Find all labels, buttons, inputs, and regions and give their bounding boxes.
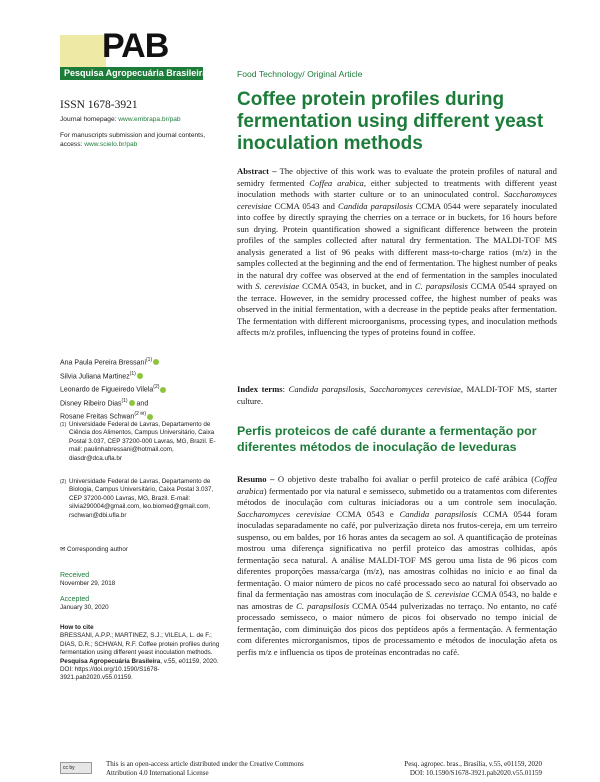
abstract-species: Coffea arabica <box>309 177 364 188</box>
affiliation-text: Universidade Federal de Lavras, Departamento de Biologia, Campus Universitário, Caixa Postal 3.037, CEP 37200-000 Lavras, MG, Brazil. E-mail: silvia290004@gmail.com, leo.biomed@gmail.com, rschwan@dbi.ufla.br <box>69 478 214 519</box>
resumo-text: ) fermentado por via natural e semisseco, submetido ou a tratamentos com diferentes métodos de inoculação com culturas iniciadoras ou a um controle sem inoculação. <box>237 485 557 507</box>
how-to-cite <box>60 624 220 683</box>
index-term: Saccharomyces cerevisiae <box>369 384 461 394</box>
affiliation <box>60 478 220 520</box>
how-to-cite-text: BRESSANI, A.P.P.; MARTINEZ, S.J.; VILELA, L. de F.; DIAS, D.R.; SCHWAN, R.F. Coffee protein profiles during fermentation using different yeast inoculation methods. <box>60 632 220 657</box>
author-name: Disney Ribeiro Dias <box>60 399 122 407</box>
resumo <box>237 474 557 658</box>
accepted-block <box>60 596 220 613</box>
index-terms <box>237 384 557 407</box>
resumo-species: Saccharomyces cerevisiae <box>237 508 331 519</box>
resumo-label: Resumo – <box>237 474 275 484</box>
how-to-cite-doi[interactable]: , v.55, e01159, 2020. DOI: https://doi.org/10.1590/S1678-3921.pab2020.v55.01159. <box>60 657 219 682</box>
resumo-text: CCMA 0543, no balde e nas amostras de <box>237 589 558 611</box>
abstract-text: , either subjected to treatments with different yeast inoculation methods with starter culture or to an uninoculated control. <box>237 177 557 199</box>
accepted-label: Accepted <box>60 596 90 603</box>
author-name: Ana Paula Pereira Bressani <box>60 359 146 367</box>
author-affiliation-marker: (1) <box>129 370 136 377</box>
author-name: Rosane Freitas Schwan <box>60 413 135 421</box>
journal-homepage-label: Journal homepage: <box>60 116 119 123</box>
abstract-species: S. cerevisiae <box>255 281 300 291</box>
orcid-icon[interactable] <box>147 414 153 420</box>
author <box>60 382 220 396</box>
author-list <box>60 355 220 423</box>
abstract-text: CCMA 0544 sprayed on the terrace. However, in the semidry processed coffee, the highest number of peaks was observed in the initial fermentation, with a decrease in the peptide peaks after fermentation. The fermentation with different microorganisms, processing types, and inoculation methods affects m/z profiles, influencing the types of proteins found in coffee. <box>237 281 557 337</box>
index-terms-rest: , MALDI-TOF MS, starter culture. <box>237 384 558 406</box>
received-block <box>60 572 220 589</box>
accepted-date: January 30, 2020 <box>60 604 109 612</box>
author-conjunction: and <box>134 399 149 407</box>
section-label: Food Technology/ Original Article <box>237 69 363 79</box>
journal-logo <box>60 27 210 83</box>
article-title: Coffee protein profiles during fermentation using different yeast inoculation methods <box>237 89 544 154</box>
abstract-text: The objective of this work was to evaluate the protein profiles of natural and semidry fermented <box>237 166 557 188</box>
index-terms-separator: , <box>363 384 370 394</box>
abstract-species: Candida parapsilosis <box>337 200 413 211</box>
submission-info <box>60 131 220 149</box>
resumo-species: C. parapsilosis <box>296 600 350 611</box>
resumo-text: CCMA 0543 e <box>330 508 400 519</box>
how-to-cite-label: How to cite <box>60 624 94 631</box>
journal-homepage-link[interactable]: www.embrapa.br/pab <box>118 116 181 123</box>
author <box>60 355 220 369</box>
cc-label: cc by <box>63 765 75 771</box>
author-name: Leonardo de Figueiredo Vilela <box>60 386 154 394</box>
affiliation <box>60 421 220 463</box>
abstract-text: CCMA 0544 were separately inoculated into coffee by directly spraying the cherries on a terrace or in buckets, for 16 hours before sun drying. Protein quantification showed a significant difference between the protein profiles of the samples collected after natural dry fermentation. The MALDI-TOF MS analysis generated a list of 96 peaks with different mass-to-charge ratios (m/z) in the samples collected at the beginning and the end of fermentation. The highest number of peaks in the natural dry coffee was observed at the end of fermentation in the samples inoculated with <box>237 200 558 291</box>
resumo-species: Candida parapsilosis <box>399 508 478 519</box>
resumo-species: Coffea arabica <box>237 474 558 496</box>
resumo-text: CCMA 0544 pulverizadas no terraço. No entanto, no café processado semisseco, o maior número de picos foi observado no tempo inicial de fermentação, com diminuição dos picos dos peptídeos após a fermentação. A fermentação com diferentes microrganismos, tipos de processamento e métodos de inoculação afeta os perfis m/z e influencia os tipos de proteínas encontradas no café. <box>237 600 557 657</box>
orcid-icon[interactable] <box>137 373 143 379</box>
submission-label: For manuscripts submission and journal contents, access: <box>60 132 206 148</box>
journal-homepage <box>60 115 220 124</box>
abstract-label: Abstract – <box>237 166 277 176</box>
resumo-text: O objetivo deste trabalho foi avaliar o perfil proteico de café arábica ( <box>274 474 535 484</box>
page-citation <box>404 760 542 778</box>
received-label: Received <box>60 572 90 579</box>
author-affiliation-marker: (1) <box>146 357 153 363</box>
issn: ISSN 1678-3921 <box>60 99 138 111</box>
abstract-species: C. parapsilosis <box>414 281 468 291</box>
author-affiliation-marker: (2) <box>153 384 160 391</box>
author <box>60 396 220 410</box>
author <box>60 369 220 383</box>
received-date: November 29, 2018 <box>60 580 116 588</box>
abstract-text: CCMA 0543, in bucket, and in <box>299 281 415 291</box>
author-affiliation-marker: (2 ✉) <box>134 411 147 418</box>
index-terms-label: Index terms <box>237 384 283 394</box>
resumo-species: S. cerevisiae <box>425 589 470 599</box>
affiliation-number: (2) <box>60 479 67 485</box>
orcid-icon[interactable] <box>153 359 159 365</box>
abstract-species: Saccharomyces cerevisiae <box>237 189 557 211</box>
license-text: This is an open-access article distributed under the Creative Commons Attribution 4.0 International License <box>106 760 304 777</box>
submission-link[interactable]: www.scielo.br/pab <box>84 141 138 148</box>
orcid-icon[interactable] <box>160 387 166 393</box>
resumo-text: CCMA 0544 foram inoculadas separadamente no café, por pulverização direta nos frutos-cereja, em um terreiro suspenso, ou em baldes, por 16 horas antes da secagem ao sol. A quantificação de proteínas mostrou uma diferença significativa no perfil proteico das amostras colhidas, após fermentação seca natural. A análise MALDI-TOF MS gerou uma lista de 96 picos com diferentes proporções massa/carga (m/z), nas amostras colhidas no início e ao final da fermentação. O maior número de picos no café processado seco ao natural foi observado ao final da fermentação nas amostras com inoculação de <box>237 508 557 599</box>
portuguese-title: Perfis proteicos de café durante a fermentação por diferentes métodos de inoculação de leveduras <box>237 424 537 454</box>
how-to-cite-journal: Pesquisa Agropecuária Brasileira <box>60 657 161 665</box>
affiliation-text: Universidade Federal de Lavras, Departamento de Ciência dos Alimentos, Campus Universitário, Caixa Postal 3.037, CEP 37200-000 Lavras, MG, Brazil. E-mail: paulinhabressani@hotmail.com, diasdr@dca.ufla.br <box>69 421 216 462</box>
abstract-text: CCMA 0543 and <box>271 200 338 211</box>
author-name: Silvia Juliana Martinez <box>60 372 130 380</box>
citation-line: Pesq. agropec. bras., Brasília, v.55, e01159, 2020 <box>404 760 542 768</box>
author-affiliation-marker: (1) <box>121 397 128 404</box>
logo-subtitle: Pesquisa Agropecuária Brasileira <box>64 68 208 78</box>
abstract <box>237 166 557 339</box>
cc-license-icon[interactable] <box>60 762 92 774</box>
affiliation-number: (1) <box>60 422 67 428</box>
logo-text: PAB <box>102 27 169 65</box>
doi-line[interactable]: DOI: 10.1590/S1678-3921.pab2020.v55.01159 <box>409 769 542 777</box>
index-terms-separator: : <box>282 384 289 394</box>
index-term: Candida parapsilosis <box>288 384 364 394</box>
corresponding-author: ✉ Corresponding author <box>60 546 128 553</box>
